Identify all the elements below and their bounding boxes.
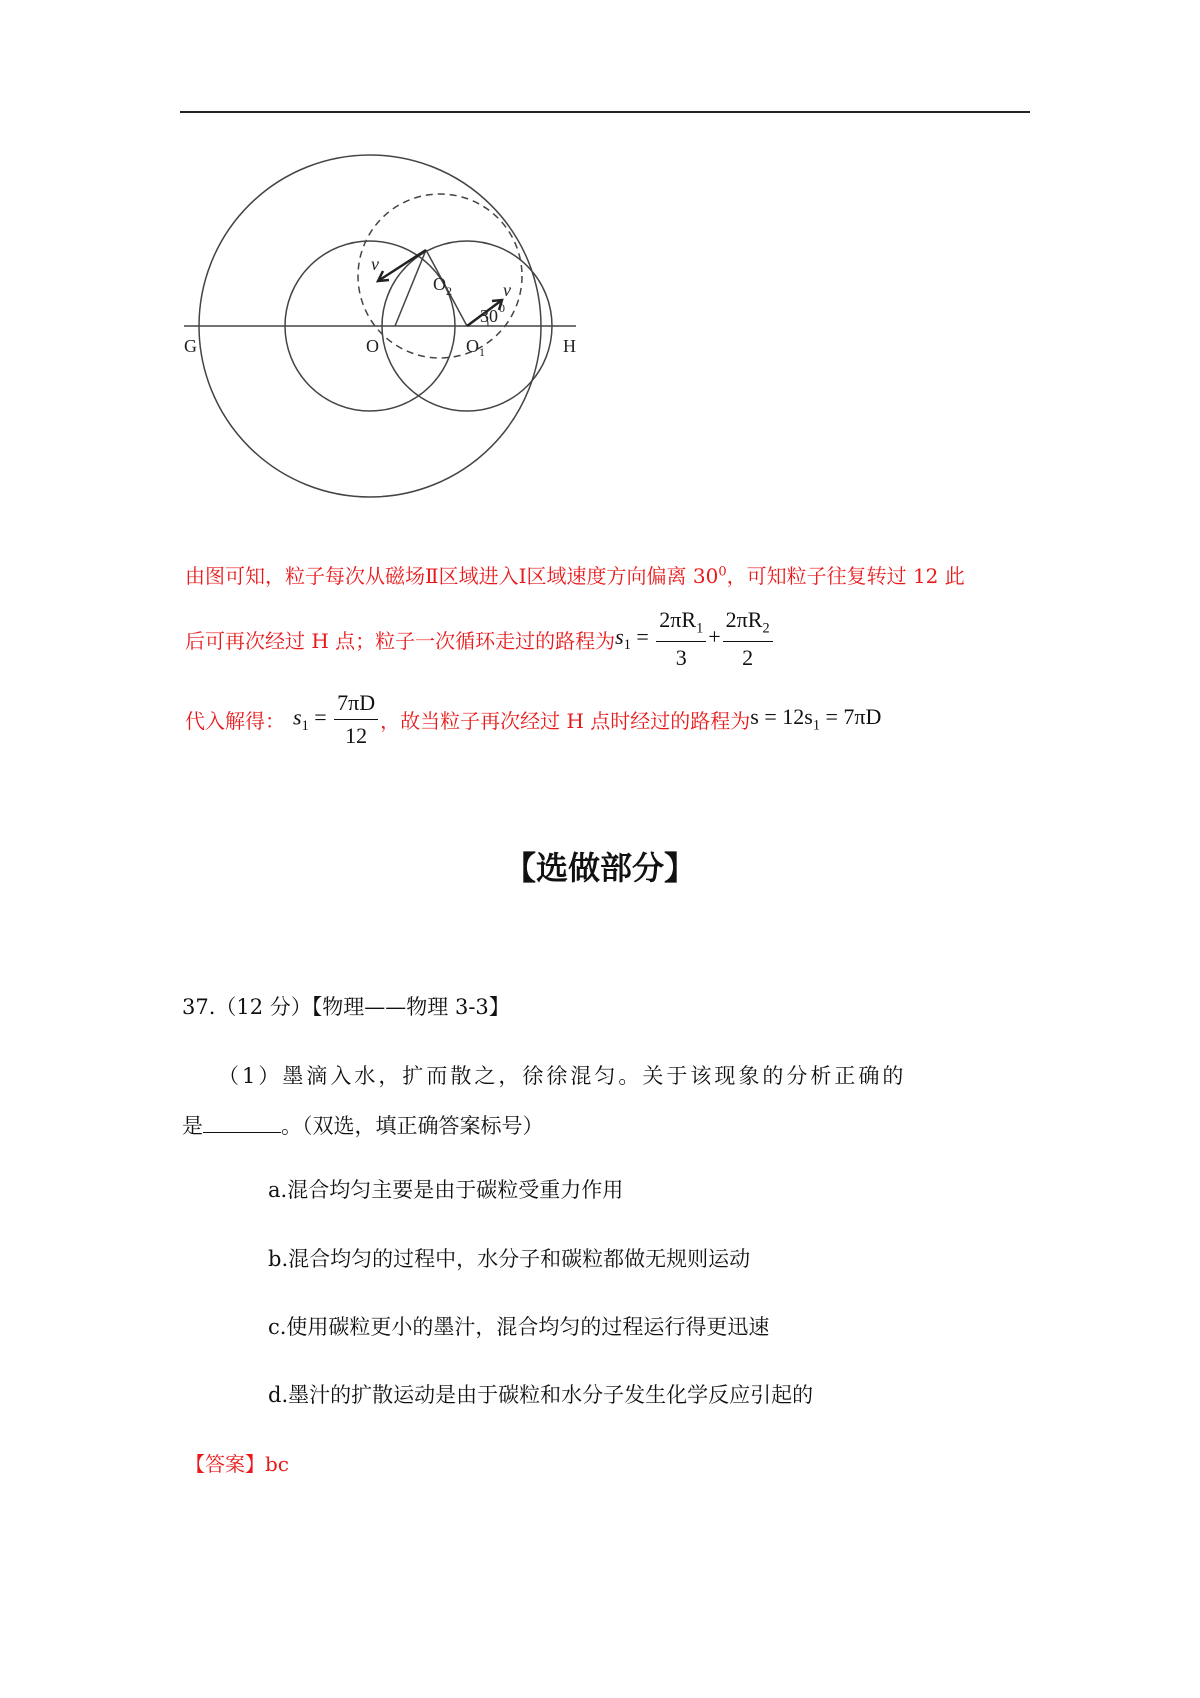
label-g: G [184, 336, 197, 356]
label-o1-sub: 1 [479, 345, 485, 359]
label-o: O [366, 336, 379, 356]
answer-line [185, 1448, 289, 1477]
label-angle-sup: 0 [499, 301, 505, 315]
solution-line-2: 后可再次经过 H 点；粒子一次循环走过的路程为 $s_1$ = $\frac{2\pi R_1}{3}$ + $\frac{2\pi R_2}{2}$ [185, 604, 775, 674]
magnetic-field-diagram [184, 150, 600, 530]
header-rule [180, 111, 1030, 113]
answer-label: 【答案】 [185, 1452, 265, 1476]
fraction-2piR2-over-2: $\frac{2\pi R_2}{2}$ [723, 607, 773, 670]
question-header: 37.（12 分）【物理——物理 3-3】 [182, 995, 510, 1019]
fraction-2piR1-over-3: $\frac{2\pi R_1}{3}$ [656, 607, 706, 670]
velocity-arrow-left [378, 250, 426, 281]
label-h: H [563, 336, 576, 356]
question-stem-line-1: （1）墨滴入水，扩而散之，徐徐混匀。关于该现象的分析正确的 [218, 1064, 907, 1088]
solution-line-1: 由图可知，粒子每次从磁场Ⅱ区域进入Ⅰ区域速度方向偏离 $30^0$，可知粒子往复转过 12 此 [185, 564, 965, 588]
option-d: d.墨汁的扩散运动是由于碳粒和水分子发生化学反应引起的 [268, 1383, 814, 1407]
option-a: a.混合均匀主要是由于碳粒受重力作用 [268, 1178, 624, 1202]
answer-blank [203, 1114, 281, 1133]
answer-value: bc [265, 1452, 290, 1476]
section-title: 【选做部分】 [503, 849, 696, 887]
label-angle: 30 [480, 306, 498, 326]
fraction-7piD-over-12: $\frac{7\pi D}{12}$ [334, 690, 378, 749]
option-b: b.混合均匀的过程中，水分子和碳粒都做无规则运动 [268, 1247, 751, 1271]
path-length-equation: $s_1$ = $\frac{2\pi R_1}{3}$ + $\frac{2\pi R_2}{2}$ [615, 607, 774, 670]
label-o2: O [433, 274, 446, 294]
total-path-equation: $s = 12s_1 = 7\pi D$ [750, 703, 882, 734]
label-v-left: v [371, 254, 379, 274]
s1-equation: $s_1$ = $\frac{7\pi D}{12}$ [293, 690, 380, 749]
solution-line-3: 代入解得： $s_1$ = $\frac{7\pi D}{12}$ ，故当粒子再次经过 H 点时经过的路程为 $s = 12s_1 = 7\pi D$ [185, 689, 882, 748]
question-stem-line-2: 是 。（双选，填正确答案标号） [182, 1114, 544, 1138]
label-o1: O [466, 336, 479, 356]
label-v-right: v [503, 280, 511, 300]
option-c: c.使用碳粒更小的墨汁，混合均匀的过程运行得更迅速 [268, 1315, 770, 1339]
label-o2-sub: 2 [446, 284, 452, 298]
